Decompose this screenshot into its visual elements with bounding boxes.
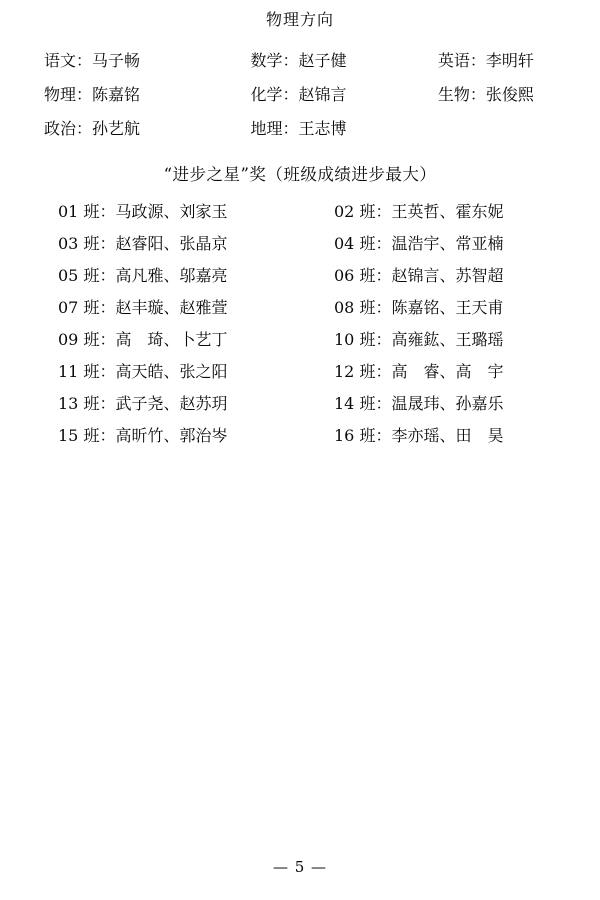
class-separator: ： <box>375 394 392 413</box>
subject-row <box>28 112 572 146</box>
student-names: 赵丰璇、赵雅萱 <box>115 298 228 317</box>
class-entry <box>296 388 572 420</box>
class-row <box>28 388 572 420</box>
subject-name: 英语 <box>437 51 470 70</box>
class-row <box>28 356 572 388</box>
teacher-name: 陈嘉铭 <box>92 85 141 104</box>
student-names: 赵睿阳、张晶京 <box>115 234 228 253</box>
subject-name: 政治 <box>44 119 77 138</box>
class-award-list <box>28 196 572 452</box>
class-separator: ： <box>99 298 116 317</box>
student-names: 高天皓、张之阳 <box>115 362 228 381</box>
student-names: 高凡雅、邬嘉亮 <box>115 266 228 285</box>
class-label: 04 班 <box>334 234 376 253</box>
subject-separator: ： <box>469 85 486 104</box>
teacher-name: 赵锦言 <box>298 85 347 104</box>
class-separator: ： <box>99 394 116 413</box>
class-label: 02 班 <box>334 202 376 221</box>
subject-name: 化学 <box>250 85 283 104</box>
class-entry <box>28 260 296 292</box>
class-separator: ： <box>99 362 116 381</box>
page-number: — 5 — <box>272 858 328 876</box>
class-label: 09 班 <box>58 330 100 349</box>
subject-cell <box>438 44 564 78</box>
teacher-name: 马子畅 <box>92 51 141 70</box>
subject-cell <box>438 78 564 112</box>
subject-cell <box>36 112 250 146</box>
page-title: 物理方向 <box>265 10 334 29</box>
class-entry <box>296 292 572 324</box>
student-names: 高雍鈜、王璐瑶 <box>391 330 504 349</box>
class-row <box>28 260 572 292</box>
class-entry <box>28 356 296 388</box>
class-entry <box>296 420 572 452</box>
class-entry <box>296 228 572 260</box>
subject-separator: ： <box>469 51 486 70</box>
student-names: 高 琦、卜艺丁 <box>115 330 228 349</box>
class-label: 13 班 <box>58 394 100 413</box>
class-row <box>28 324 572 356</box>
class-entry <box>296 356 572 388</box>
class-separator: ： <box>99 330 116 349</box>
class-label: 08 班 <box>334 298 376 317</box>
subject-name: 语文 <box>44 51 77 70</box>
class-entry <box>296 260 572 292</box>
subject-cell <box>36 78 250 112</box>
class-label: 14 班 <box>334 394 376 413</box>
subject-separator: ： <box>282 51 299 70</box>
student-names: 温浩宇、常亚楠 <box>391 234 504 253</box>
subject-separator: ： <box>76 85 93 104</box>
class-label: 16 班 <box>334 426 376 445</box>
class-label: 11 班 <box>58 362 100 381</box>
teacher-name: 李明轩 <box>485 51 534 70</box>
class-separator: ： <box>99 426 116 445</box>
class-entry <box>296 196 572 228</box>
subject-name: 地理 <box>250 119 283 138</box>
class-label: 07 班 <box>58 298 100 317</box>
class-separator: ： <box>375 330 392 349</box>
subject-cell <box>36 44 250 78</box>
subject-cell <box>250 44 437 78</box>
subject-teacher-table <box>28 44 572 146</box>
award-section-title: “进步之星”奖（班级成绩进步最大） <box>163 165 437 184</box>
class-row <box>28 420 572 452</box>
student-names: 陈嘉铭、王天甫 <box>391 298 504 317</box>
class-separator: ： <box>375 426 392 445</box>
teacher-name: 王志博 <box>298 119 347 138</box>
class-separator: ： <box>375 298 392 317</box>
student-names: 高昕竹、郭治岑 <box>115 426 228 445</box>
subject-cell <box>250 112 437 146</box>
subject-separator: ： <box>76 119 93 138</box>
teacher-name: 张俊熙 <box>485 85 534 104</box>
student-names: 武子尧、赵苏玥 <box>115 394 228 413</box>
class-separator: ： <box>99 266 116 285</box>
class-entry <box>28 292 296 324</box>
teacher-name: 孙艺航 <box>92 119 141 138</box>
class-separator: ： <box>375 362 392 381</box>
subject-name: 生物 <box>437 85 470 104</box>
class-label: 15 班 <box>58 426 100 445</box>
class-row <box>28 196 572 228</box>
student-names: 赵锦言、苏智超 <box>391 266 504 285</box>
subject-separator: ： <box>282 85 299 104</box>
class-row <box>28 292 572 324</box>
class-label: 01 班 <box>58 202 100 221</box>
subject-row <box>28 44 572 78</box>
class-entry <box>28 388 296 420</box>
class-separator: ： <box>375 202 392 221</box>
class-entry <box>28 420 296 452</box>
class-label: 06 班 <box>334 266 376 285</box>
class-label: 10 班 <box>334 330 376 349</box>
subject-name: 数学 <box>250 51 283 70</box>
subject-separator: ： <box>282 119 299 138</box>
student-names: 温晟玮、孙嘉乐 <box>391 394 504 413</box>
subject-cell <box>250 78 437 112</box>
subject-name: 物理 <box>44 85 77 104</box>
class-separator: ： <box>99 234 116 253</box>
class-label: 12 班 <box>334 362 376 381</box>
class-separator: ： <box>375 266 392 285</box>
student-names: 李亦瑶、田 昊 <box>391 426 504 445</box>
class-separator: ： <box>375 234 392 253</box>
class-separator: ： <box>99 202 116 221</box>
student-names: 高 睿、高 宇 <box>391 362 504 381</box>
student-names: 马政源、刘家玉 <box>115 202 228 221</box>
class-entry <box>296 324 572 356</box>
class-entry <box>28 324 296 356</box>
student-names: 王英哲、霍东妮 <box>391 202 504 221</box>
class-entry <box>28 228 296 260</box>
subject-separator: ： <box>76 51 93 70</box>
class-entry <box>28 196 296 228</box>
class-row <box>28 228 572 260</box>
subject-row <box>28 78 572 112</box>
class-label: 05 班 <box>58 266 100 285</box>
teacher-name: 赵子健 <box>298 51 347 70</box>
class-label: 03 班 <box>58 234 100 253</box>
